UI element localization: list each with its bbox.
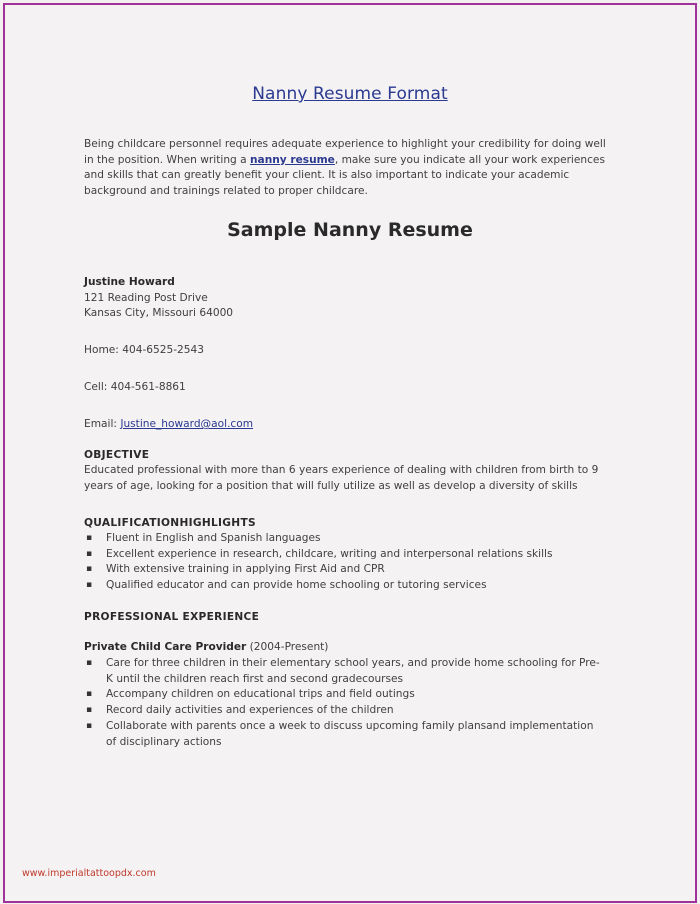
sample-resume-title: Sample Nanny Resume xyxy=(227,219,473,241)
contact-name: Justine Howard xyxy=(84,276,175,288)
document-title: Nanny Resume Format xyxy=(252,84,448,104)
email-label: Email: xyxy=(84,418,121,430)
contact-home-phone: Home: 404-6525-2543 xyxy=(84,344,205,356)
objective-text: Educated professional with more than 6 years experience of dealing with children from birth to 9 years of age, looking for a position that will fully utilize as well as develop a diversity of skills xyxy=(84,464,599,492)
intro-text-end: , make sure you indicate all your work experiences and skills that can greatly benefit your client. It is also important to indicate your academic background and trainings related to proper childcare. xyxy=(84,153,605,197)
qualifications-list xyxy=(84,531,604,594)
job-title: Private Child Care Provider xyxy=(84,641,247,653)
list-item: ▪ Record daily activities and experiences of the children xyxy=(84,703,604,719)
contact-cell-phone: Cell: 404-561-8861 xyxy=(84,381,186,393)
intro-text-start: Being childcare personnel requires adequate experience to highlight your credibility for doing well in the position. When writing a xyxy=(84,138,606,166)
job-title-row xyxy=(84,641,328,653)
list-item: ▪ Care for three children in their elementary school years, and provide home schooling for Pre-K until the children reach first and second gradecourses xyxy=(84,656,604,687)
email-link[interactable]: Justine_howard@aol.com xyxy=(120,418,254,430)
list-item: ▪ Excellent experience in research, childcare, writing and interpersonal relations skills xyxy=(84,547,604,563)
experience-list xyxy=(84,656,604,750)
experience-heading: PROFESSIONAL EXPERIENCE xyxy=(84,611,260,623)
watermark-url: www.imperialtattoopdx.com xyxy=(22,868,156,879)
list-item: ▪ Accompany children on educational trips and field outings xyxy=(84,687,604,703)
qualifications-heading: QUALIFICATIONHIGHLIGHTS xyxy=(84,517,256,529)
intro-paragraph xyxy=(84,137,614,199)
contact-email-row xyxy=(84,418,253,430)
list-item: ▪ Fluent in English and Spanish languages xyxy=(84,531,604,547)
list-item: ▪ With extensive training in applying First Aid and CPR xyxy=(84,562,604,578)
contact-address-line1: 121 Reading Post Drive xyxy=(84,292,208,304)
list-item: ▪ Collaborate with parents once a week to discuss upcoming family plansand implementation of disciplinary actions xyxy=(84,719,604,750)
contact-address-line2: Kansas City, Missouri 64000 xyxy=(84,307,234,319)
objective-heading: OBJECTIVE xyxy=(84,449,150,461)
list-item: ▪ Qualified educator and can provide home schooling or tutoring services xyxy=(84,578,604,594)
job-period: (2004-Present) xyxy=(246,641,329,653)
nanny-resume-link[interactable]: nanny resume xyxy=(250,153,335,166)
